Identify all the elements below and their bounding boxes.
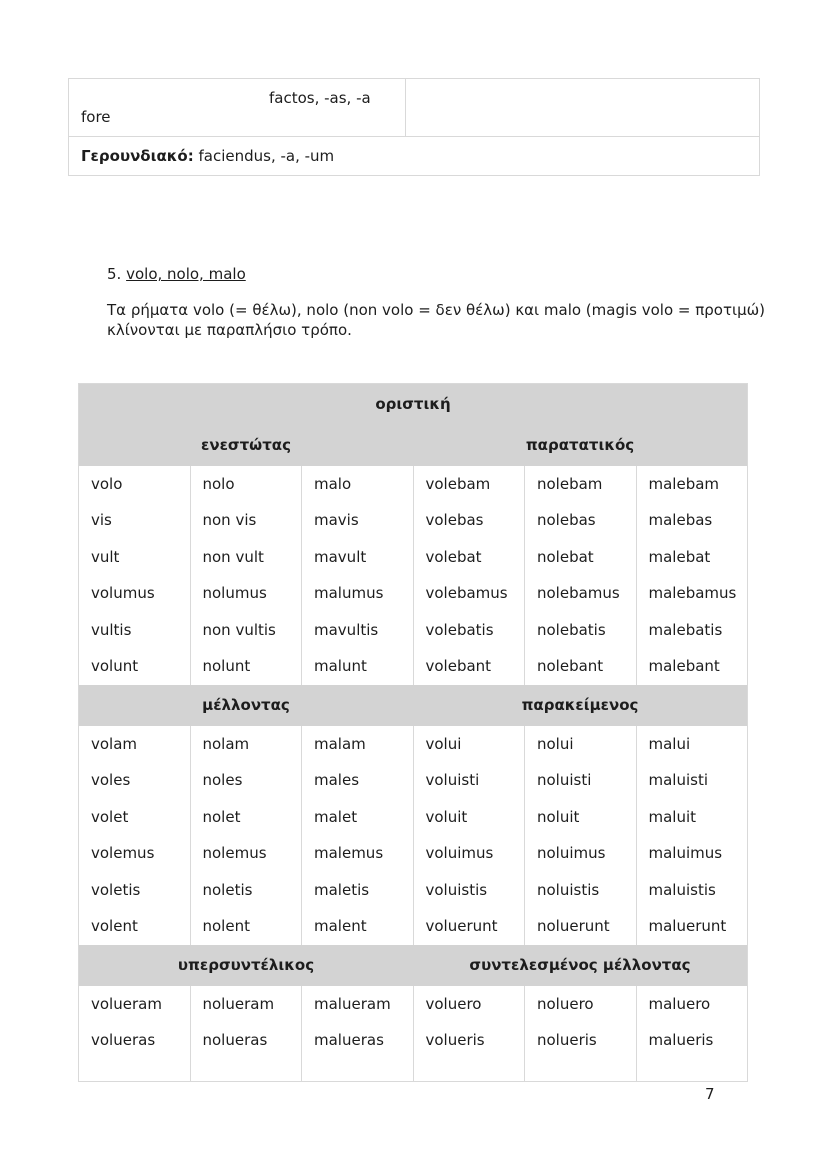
verb-form-cell: maluero — [636, 986, 748, 1023]
conjugation-row — [79, 799, 748, 836]
verb-form-cell: nolebatis — [525, 612, 637, 649]
conjugation-row — [79, 726, 748, 763]
verb-form-cell: voletis — [79, 872, 191, 909]
verb-form-cell: nolueris — [525, 1022, 637, 1059]
intro-line: Τα ρήματα volo (= θέλω), nolo (non volo = δεν θέλω) και malo (magis volo = προτιμώ) — [107, 301, 766, 319]
verb-form-cell: non vultis — [190, 612, 302, 649]
verb-form-cell: malebat — [636, 539, 748, 576]
verb-form-cell: malunt — [302, 648, 414, 685]
verb-form-cell: malueram — [302, 986, 414, 1023]
intro-line: κλίνονται με παραπλήσιο τρόπο. — [107, 321, 352, 339]
mood-header: οριστική — [79, 384, 748, 425]
tense-header-left: υπερσυντέλικος — [79, 945, 414, 986]
conjugation-row — [79, 1022, 748, 1059]
verb-form-cell: noluit — [525, 799, 637, 836]
intro-paragraph — [107, 300, 765, 340]
tense-header-right: παρατατικός — [413, 425, 748, 466]
verb-form-cell: volent — [79, 908, 191, 945]
section-title: volo, nolo, malo — [126, 265, 246, 283]
verb-form-cell: mavis — [302, 502, 414, 539]
verb-form-cell: vult — [79, 539, 191, 576]
verb-form-cell: noluero — [525, 986, 637, 1023]
conjugation-row — [79, 575, 748, 612]
conjugation-row — [79, 872, 748, 909]
table-title-band — [79, 384, 748, 425]
conjugation-row — [79, 539, 748, 576]
verb-form-cell: volebant — [413, 648, 525, 685]
conjugation-row — [79, 908, 748, 945]
verb-form-cell: nolueras — [190, 1022, 302, 1059]
fragment-table — [68, 78, 760, 176]
verb-form-cell: volebamus — [413, 575, 525, 612]
verb-form-cell: vultis — [79, 612, 191, 649]
verb-form-cell: volam — [79, 726, 191, 763]
verb-form-cell: nolebat — [525, 539, 637, 576]
verb-form-cell: nolo — [190, 466, 302, 503]
verb-form-cell: noluimus — [525, 835, 637, 872]
verb-form-cell: maluit — [636, 799, 748, 836]
verb-form-cell: volui — [413, 726, 525, 763]
verb-form-cell: nolunt — [190, 648, 302, 685]
tense-section-present-imperfect — [79, 425, 748, 685]
tense-header-right: παρακείμενος — [413, 685, 748, 726]
verb-form-cell: nolebas — [525, 502, 637, 539]
verb-form-cell: nolet — [190, 799, 302, 836]
conjugation-row — [79, 502, 748, 539]
verb-form-cell: volebas — [413, 502, 525, 539]
verb-form-cell: nolebam — [525, 466, 637, 503]
tense-header-row — [79, 945, 748, 986]
verb-form-cell: malebam — [636, 466, 748, 503]
verb-form-cell: non vult — [190, 539, 302, 576]
conjugation-row — [79, 466, 748, 503]
conjugation-row — [79, 612, 748, 649]
verb-form-cell: maletis — [302, 872, 414, 909]
verb-form-cell: males — [302, 762, 414, 799]
verb-form-cell: noluistis — [525, 872, 637, 909]
verb-form-cell: malet — [302, 799, 414, 836]
verb-form-cell: nolent — [190, 908, 302, 945]
verb-form-cell: maluimus — [636, 835, 748, 872]
verb-form-cell: nolam — [190, 726, 302, 763]
verb-form-cell: voluistis — [413, 872, 525, 909]
conjugation-row — [79, 762, 748, 799]
verb-form-cell: malemus — [302, 835, 414, 872]
spacer-row — [79, 1059, 748, 1082]
verb-form-cell: malui — [636, 726, 748, 763]
verb-form-cell: nolemus — [190, 835, 302, 872]
verb-form-cell: volueris — [413, 1022, 525, 1059]
verb-form-cell: malebatis — [636, 612, 748, 649]
verb-form-cell: volet — [79, 799, 191, 836]
fore-form: fore — [81, 108, 111, 126]
fragment-cell-left — [69, 79, 406, 137]
verb-form-cell: nolumus — [190, 575, 302, 612]
verb-form-cell: nolebant — [525, 648, 637, 685]
verb-form-cell: volebat — [413, 539, 525, 576]
verb-form-cell: volueram — [79, 986, 191, 1023]
tense-header-left: μέλλοντας — [79, 685, 414, 726]
verb-form-cell: malo — [302, 466, 414, 503]
verb-form-cell: malebant — [636, 648, 748, 685]
conjugation-row — [79, 835, 748, 872]
verb-form-cell: volebatis — [413, 612, 525, 649]
section-number: 5. — [107, 265, 122, 283]
verb-form-cell: malebas — [636, 502, 748, 539]
mood-header-row — [79, 384, 748, 425]
verb-form-cell: mavultis — [302, 612, 414, 649]
section-heading — [107, 265, 246, 283]
table-bottom-spacer — [79, 1059, 748, 1082]
gerundive-label: Γερουνδιακό: — [81, 146, 194, 165]
verb-form-cell: malent — [302, 908, 414, 945]
gerundive-value: faciendus, -a, -um — [198, 146, 335, 165]
verb-form-cell: volemus — [79, 835, 191, 872]
verb-form-cell: maluistis — [636, 872, 748, 909]
verb-form-cell: volumus — [79, 575, 191, 612]
gerundive-cell — [69, 137, 760, 176]
conjugation-table — [78, 383, 748, 1082]
verb-form-cell: noletis — [190, 872, 302, 909]
verb-form-cell: malueras — [302, 1022, 414, 1059]
verb-form-cell: voluit — [413, 799, 525, 836]
tense-header-row — [79, 425, 748, 466]
verb-form-cell: voluisti — [413, 762, 525, 799]
verb-form-cell: nolebamus — [525, 575, 637, 612]
fragment-row — [69, 79, 760, 137]
verb-form-cell: volunt — [79, 648, 191, 685]
verb-form-cell: vis — [79, 502, 191, 539]
verb-form-cell: voles — [79, 762, 191, 799]
tense-header-row — [79, 685, 748, 726]
verb-form-cell: noles — [190, 762, 302, 799]
verb-form-cell: volebam — [413, 466, 525, 503]
tense-section-pluperfect-futureperfect — [79, 945, 748, 1059]
conjugation-row — [79, 648, 748, 685]
gerundive-row — [69, 137, 760, 176]
verb-form-cell: mavult — [302, 539, 414, 576]
page-number: 7 — [705, 1085, 715, 1103]
verb-form-cell: voluerunt — [413, 908, 525, 945]
tense-header-right: συντελεσμένος μέλλοντας — [413, 945, 748, 986]
verb-form-cell: nolui — [525, 726, 637, 763]
verb-form-cell: maluisti — [636, 762, 748, 799]
tense-header-left: ενεστώτας — [79, 425, 414, 466]
verb-form-cell: malebamus — [636, 575, 748, 612]
verb-form-cell: malumus — [302, 575, 414, 612]
verb-form-cell: malam — [302, 726, 414, 763]
verb-form-cell: noluisti — [525, 762, 637, 799]
verb-form-cell: volueras — [79, 1022, 191, 1059]
verb-form-cell: voluero — [413, 986, 525, 1023]
tense-section-future-perfect — [79, 685, 748, 945]
conjugation-row — [79, 986, 748, 1023]
verb-form-cell: malueris — [636, 1022, 748, 1059]
participle-form: factos, -as, -a — [269, 89, 371, 107]
verb-form-cell: noluerunt — [525, 908, 637, 945]
verb-form-cell: non vis — [190, 502, 302, 539]
verb-form-cell: volo — [79, 466, 191, 503]
verb-form-cell: nolueram — [190, 986, 302, 1023]
verb-form-cell: voluimus — [413, 835, 525, 872]
fragment-cell-right — [405, 79, 759, 137]
verb-form-cell: maluerunt — [636, 908, 748, 945]
